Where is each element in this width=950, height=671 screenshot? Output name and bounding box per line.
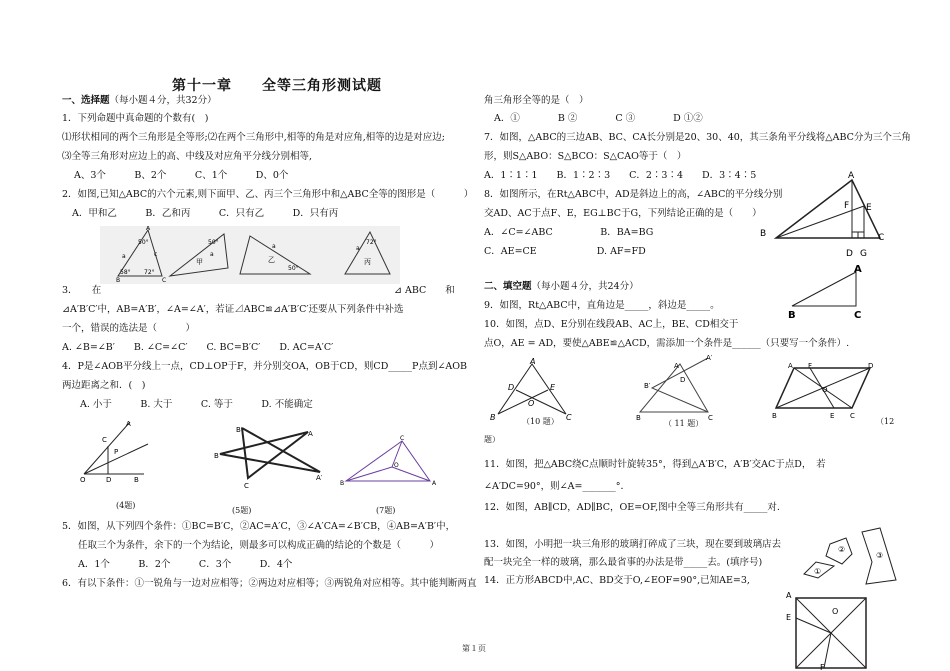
- section1-heading: 一、选择题（每小题４分，共32分）: [62, 95, 217, 106]
- label-bing: 丙: [364, 258, 371, 266]
- svg-text:A: A: [788, 362, 793, 370]
- svg-text:c: c: [154, 251, 158, 258]
- svg-text:A′: A′: [316, 474, 323, 482]
- svg-text:C: C: [102, 436, 107, 444]
- svg-text:A: A: [854, 264, 862, 275]
- svg-text:72°: 72°: [366, 239, 377, 246]
- q2-angle-left: 58°: [120, 269, 131, 276]
- svg-text:C: C: [878, 233, 885, 243]
- q1-line1: ⑴形状相同的两个三角形是全等形;⑵在两个三角形中,相等的角是对应角,相等的边是对应边;: [62, 132, 445, 143]
- q2-angle-top: 50°: [138, 239, 149, 246]
- svg-text:C: C: [400, 435, 405, 442]
- svg-text:A: A: [848, 171, 855, 181]
- svg-text:B: B: [788, 310, 796, 321]
- svg-text:F: F: [808, 362, 813, 370]
- svg-text:E: E: [866, 203, 872, 213]
- svg-text:E: E: [830, 412, 835, 420]
- svg-text:A: A: [674, 362, 679, 370]
- svg-text:A: A: [308, 430, 313, 438]
- page-title: 第十一章 全等三角形测试题: [172, 78, 382, 94]
- svg-text:②: ②: [838, 545, 846, 554]
- q11-line1: 11．如图，把△ABC绕C点顺时针旋转35°，得到△A′B′C，A′B′交AC于点D， 若: [484, 459, 826, 470]
- svg-text:O: O: [80, 476, 86, 484]
- svg-text:a: a: [356, 245, 360, 252]
- q3-line1a: 3． 在: [62, 285, 102, 296]
- svg-text:D: D: [106, 476, 112, 484]
- q2-options: A．甲和乙 B．乙和丙 C．只有乙 D．只有丙: [72, 208, 339, 219]
- q1-stem: 1．下列命题中真命题的个数有( ): [62, 113, 209, 124]
- q1-options: A、3个 B、2个 C、1个 D、0个: [74, 170, 289, 181]
- q14-figure: [784, 592, 874, 671]
- svg-text:C: C: [850, 412, 855, 420]
- svg-text:B: B: [116, 277, 121, 284]
- q8-figure: [756, 170, 888, 262]
- svg-text:A: A: [786, 592, 792, 600]
- q12-figure: [772, 360, 876, 422]
- q7-figure: [340, 435, 440, 487]
- svg-text:A′: A′: [706, 354, 713, 362]
- svg-text:C: C: [708, 414, 713, 422]
- q8-line1: 8．如图所示，在Rt△ABC中，AD是斜边上的高，∠ABC的平分线分别: [484, 189, 783, 200]
- q3-options: A. ∠B=∠B′ B. ∠C=∠C′ C. BC=B′C′ D. AC=A′C′: [62, 342, 334, 353]
- svg-text:B: B: [214, 452, 219, 460]
- svg-text:①: ①: [814, 567, 822, 576]
- svg-text:50°: 50°: [288, 265, 299, 272]
- svg-text:A: A: [146, 226, 151, 232]
- q11-figure: [634, 354, 724, 422]
- fig12-caption-b: 题）: [484, 435, 500, 444]
- svg-text:F: F: [820, 663, 825, 671]
- svg-text:a: a: [210, 251, 214, 258]
- q7-options: A．1∶1∶1 B．1∶2∶3 C．2∶3∶4 D．3∶4∶5: [484, 170, 757, 181]
- q8-options2: C．AE=CE D. AF=FD: [484, 246, 646, 257]
- fig5-caption: (5题): [232, 506, 252, 515]
- section2-heading: 二、填空题（每小题４分，共24分）: [484, 281, 639, 292]
- q2-angle-right: 72°: [144, 269, 155, 276]
- q5-line2: 任取三个为条件，余下的一个为结论，则最多可以构成正确的结论的个数是（ ）: [78, 540, 440, 551]
- svg-text:A: A: [432, 480, 437, 487]
- svg-text:B: B: [636, 414, 641, 422]
- q10-figure: [488, 356, 578, 424]
- svg-text:B: B: [340, 480, 345, 487]
- svg-text:D: D: [846, 249, 853, 259]
- svg-text:C: C: [244, 482, 249, 490]
- label-yi: 乙: [268, 256, 275, 264]
- q4-line1: 4．P是∠AOB平分线上一点，CD⊥OP于F，并分别交OA，OB于CD，则CD_____P点到∠AOB: [62, 361, 468, 372]
- svg-text:O: O: [832, 607, 839, 616]
- svg-text:C: C: [566, 413, 572, 422]
- q9: 9．如图，Rt△ABC中，直角边是_____，斜边是_____。: [484, 300, 720, 311]
- fig4-caption: (4题): [116, 501, 136, 510]
- q3-line1b: ⊿ ABC 和: [394, 285, 455, 296]
- q12: 12．如图，AB∥CD，AD∥BC，OE=OF,图中全等三角形共有_____对.: [484, 502, 780, 513]
- svg-text:B′: B′: [644, 382, 651, 390]
- svg-text:B: B: [490, 413, 496, 422]
- q14: 14．正方形ABCD中,AC、BD交于O,∠EOF=90°,已知AE=3,: [484, 575, 750, 586]
- page-number: 第１页: [462, 644, 486, 653]
- svg-text:O: O: [394, 462, 399, 469]
- q5-options: A．1个 B．2个 C．3个 D．4个: [78, 559, 293, 570]
- q3-line2: ⊿A′B′C′中，AB=A′B′，∠A=∠A′，若证⊿ABC≌⊿A′B′C′还要从下列条件中补选: [62, 304, 404, 315]
- q2-figure: [100, 226, 400, 284]
- q13-figure: [796, 524, 908, 588]
- q9-figure: [786, 262, 876, 322]
- q7-line2: 形，则S△ABO：S△BCO：S△CAO等于（ ）: [484, 151, 687, 162]
- svg-text:C: C: [162, 277, 167, 284]
- q6-right-line: 角三角形全等的是（ ）: [484, 95, 589, 106]
- svg-text:B: B: [134, 476, 139, 484]
- q2-stem: 2．如图,已知△ABC的六个元素,则下面甲、乙、丙三个三角形中和△ABC全等的图形是（ ）: [62, 189, 474, 200]
- q6-options: A．① B ② C ③ D ①②: [494, 113, 703, 124]
- q4-figure: [78, 418, 158, 486]
- svg-text:F: F: [844, 201, 850, 211]
- svg-text:D: D: [868, 362, 874, 370]
- svg-text:E: E: [786, 613, 792, 622]
- fig7-caption: (7题): [376, 506, 396, 515]
- q8-options1: A．∠C=∠ABC B．BA=BG: [484, 227, 654, 238]
- svg-text:B: B: [772, 412, 777, 420]
- svg-text:A: A: [530, 357, 536, 366]
- q13-line1: 13．如图，小明把一块三角形的玻璃打碎成了三块，现在要到玻璃店去: [484, 539, 782, 550]
- svg-text:G: G: [860, 249, 867, 259]
- svg-text:O: O: [528, 399, 535, 408]
- svg-text:E: E: [550, 383, 556, 392]
- svg-text:③: ③: [876, 551, 884, 560]
- svg-text:50°: 50°: [208, 239, 219, 246]
- q11-line2: ∠A′DC=90°，则∠A=_______°．: [484, 481, 630, 492]
- q4-line2: 两边距离之和．( ): [62, 380, 146, 391]
- fig10-caption: （10 题）: [522, 417, 559, 426]
- svg-text:A: A: [126, 420, 131, 428]
- q6-line1: 6．有以下条件：①一锐角与一边对应相等；②两边对应相等；③两锐角对应相等。其中能判断两直: [62, 578, 477, 589]
- svg-text:B′: B′: [236, 426, 243, 434]
- q5-line1: 5．如图，从下列四个条件：①BC=B′C，②AC=A′C，③∠A′CA=∠B′CB，④AB=A′B′中，: [62, 521, 456, 532]
- svg-text:a: a: [122, 253, 126, 260]
- svg-text:D: D: [680, 376, 686, 384]
- fig11-caption: （ 11 题）: [664, 419, 704, 428]
- q10-line1: 10．如图，点D、E分别在线段AB、AC上，BE、CD相交于: [484, 319, 739, 330]
- svg-text:a: a: [272, 243, 276, 250]
- q5-figure: [212, 420, 324, 490]
- svg-text:O: O: [822, 386, 828, 394]
- q10-line2: 点O，AE = AD，要使△ABE≌△ACD，需添加一个条件是______（只要写一个条件）.: [484, 338, 850, 349]
- svg-text:B: B: [760, 229, 767, 239]
- svg-text:P: P: [114, 448, 119, 456]
- q3-line3: 一个，错误的选法是（ ）: [62, 323, 196, 334]
- label-jia: 甲: [196, 258, 203, 266]
- svg-text:C: C: [854, 310, 862, 321]
- svg-text:D: D: [508, 383, 515, 392]
- q1-line2: ⑶全等三角形对应边上的高、中线及对应角平分线分别相等,: [62, 151, 313, 162]
- q13-line2: 配一块完全一样的玻璃，那么最省事的办法是带_____去。(填序号): [484, 557, 763, 568]
- q7-line1: 7．如图，△ABC的三边AB、BC、CA长分别是20、30、40，其三条角平分线将△ABC分为三个三角: [484, 132, 911, 143]
- q4-options: A. 小于 B. 大于 C. 等于 D. 不能确定: [80, 399, 313, 410]
- fig12-caption-a: （12: [876, 417, 895, 426]
- q8-line2: 交AD、AC于点F、E，EG⊥BC于G，下列结论正确的是（ ）: [484, 208, 762, 219]
